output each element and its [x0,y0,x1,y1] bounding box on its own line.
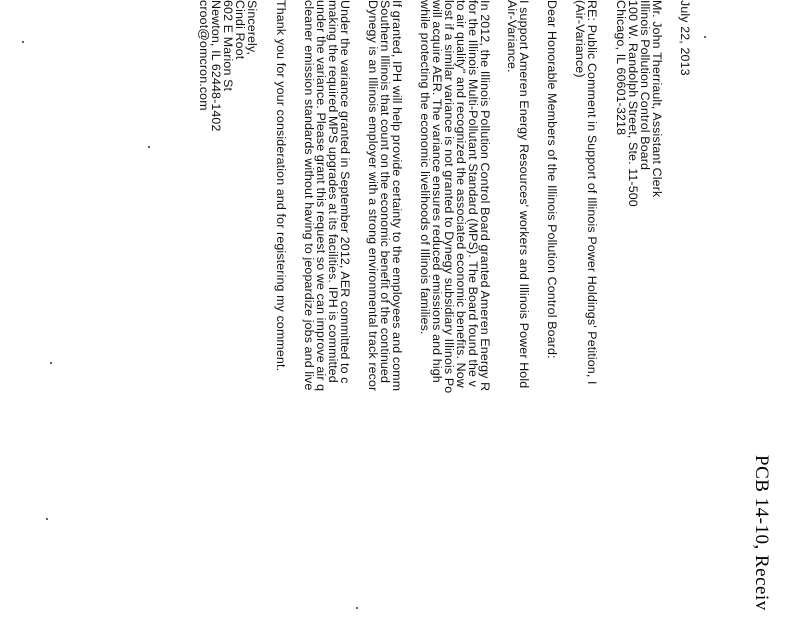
paragraph-2-line: lost if a similar variance is not granted to Dynegy subsidiary Illinois Po [442,0,456,394]
signer-name: Cindi Root [233,0,247,60]
paragraph-1-line: Air-Variance. [505,0,519,73]
salutation: Dear Honorable Members of the Illinois Pollution Control Board: [545,0,559,359]
paragraph-4-line: under the variance. Please grant this request so we can improve air q [314,0,328,392]
paragraph-1-line: I support Ameren Energy Resources' workers and Illinois Power Hold [517,0,531,389]
signer-city: Newton, IL 62448-1402 [209,0,223,132]
paragraph-3-line: Southern Illinois that count on the economic benefit of the continued [378,0,392,384]
paragraph-5-line: Thank you for your consideration and for registering my comment. [274,0,288,372]
paragraph-2-line: while protecting the economic livelihoods of Illinois families. [418,0,432,335]
scan-speck [50,362,52,364]
scan-speck [148,146,150,148]
closing-valediction: Sincerely, [245,0,259,55]
paragraph-3-line: If granted, IPH will help provide certainty to the employees and comm [390,0,404,392]
signer-email: croot@omcron.com [197,0,211,111]
docket-stamp: PCB 14-10, Receiv [751,455,772,611]
paragraph-2-line: In 2012, the Illinois Pollution Control Board granted Ameren Energy R [478,0,492,392]
signer-street: 602 E Marion St [221,0,235,92]
paragraph-4-line: Under the variance granted in September 2012, AER committed to c [338,0,352,384]
recipient-org: Illinois Pollution Control Board [638,0,652,171]
paragraph-3-line: Dynegy is an Illinois employer with a strong environmental track recor [366,0,380,392]
recipient-name: Mr. John Therriault, Assistant Clerk [650,0,664,198]
subject-line-2: (Air-Variance) [573,0,587,78]
scan-speck [704,36,706,38]
paragraph-4-line: cleaner emission standards without having to jeopardize jobs and live [302,0,316,391]
scan-speck [22,41,24,43]
paragraph-2-line: for the Illinois Multi-Pollutant Standard (MPS). The Board found the v [466,0,480,387]
paragraph-2-line: will acquire AER. The variance ensures reduced emissions and high [430,0,444,383]
paragraph-4-line: making the required MPS upgrades at its facilities. IPH is committed [326,0,340,383]
scan-speck [46,518,48,520]
paragraph-2-line: to air quality" and recognized the associated economic benefits. Now [454,0,468,388]
scan-speck [356,607,358,609]
subject-line-1: RE: Public Comment in Support of Illinois Power Holdings' Petition, I [585,0,599,385]
recipient-street: 100 W. Randolph Street, Ste. 11-500 [626,0,640,207]
letter-date: July 22, 2013 [678,0,692,76]
recipient-city: Chicago, IL 60601-3218 [614,0,628,136]
